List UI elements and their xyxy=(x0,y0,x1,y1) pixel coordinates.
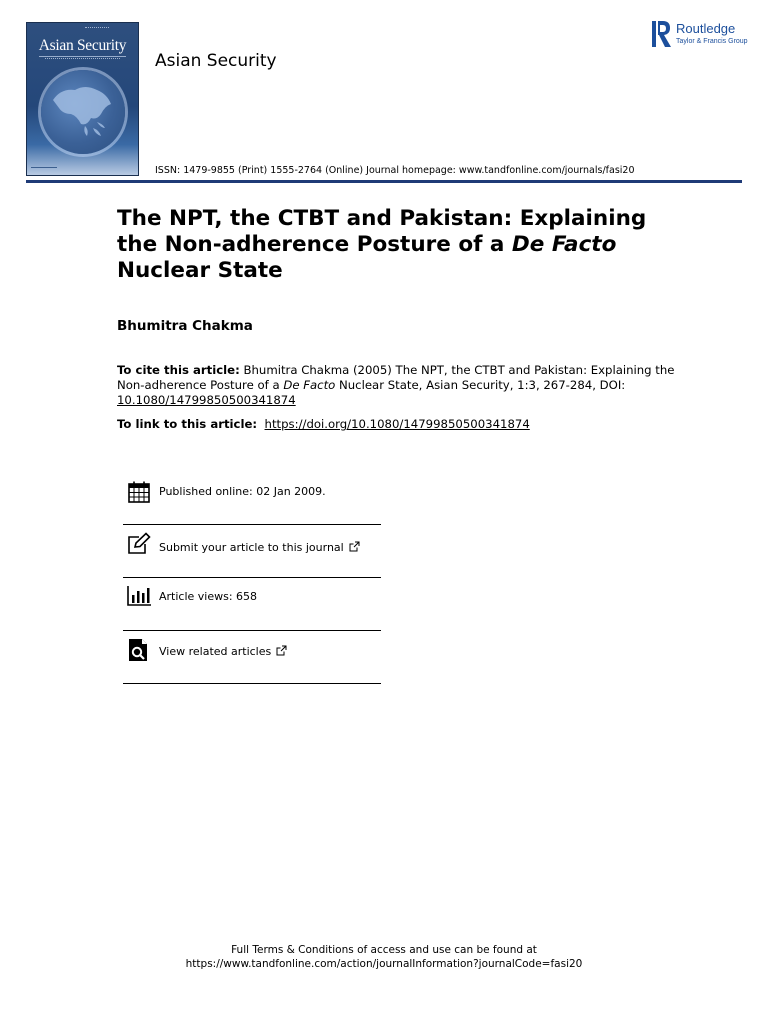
terms-url[interactable]: https://www.tandfonline.com/action/journalInformation?journalCode=fasi20 xyxy=(185,958,583,970)
edit-icon xyxy=(127,532,151,556)
cover-title: Asian Security xyxy=(38,37,127,54)
routledge-r-icon xyxy=(652,20,672,48)
header-rule xyxy=(26,180,742,183)
citation-text-end: Nuclear State, Asian Security, 1:3, 267-284, DOI: xyxy=(335,378,626,392)
submit-article-row[interactable] xyxy=(123,525,381,578)
article-doi-link[interactable]: https://doi.org/10.1080/14799850500341874 xyxy=(264,417,530,431)
citation-block xyxy=(117,363,677,408)
article-title-italic: De Facto xyxy=(511,232,617,257)
journal-cover-image xyxy=(26,22,139,176)
document-search-icon xyxy=(127,638,151,662)
article-title-text: The NPT, the CTBT and Pakistan: Explaining the Non-adherence Posture of a xyxy=(117,206,647,257)
article-title xyxy=(117,206,677,284)
external-link-icon xyxy=(349,541,360,552)
journal-homepage-link[interactable]: www.tandfonline.com/journals/fasi20 xyxy=(458,165,635,176)
terms-text: Full Terms & Conditions of access and use can be found at xyxy=(231,944,537,956)
article-title-end: Nuclear State xyxy=(117,258,283,283)
citation-text: Bhumitra Chakma (2005) The NPT, the CTBT and Pakistan: Explaining the Non-adherence Posture of a xyxy=(117,363,675,392)
citation-label: To cite this article: xyxy=(117,363,240,377)
related-articles-link[interactable] xyxy=(159,645,287,658)
link-label: To link to this article: xyxy=(117,417,258,431)
bar-chart-icon xyxy=(127,584,151,608)
citation-italic: De Facto xyxy=(283,378,336,392)
submit-article-label: Submit your article to this journal xyxy=(159,541,344,554)
related-articles-label: View related articles xyxy=(159,645,272,658)
citation-doi-link[interactable]: 10.1080/14799850500341874 xyxy=(117,393,296,407)
journal-name: Asian Security xyxy=(155,51,277,71)
article-views-row xyxy=(123,578,381,631)
article-link-line xyxy=(117,417,530,431)
cover-publisher-mark xyxy=(31,167,57,172)
cover-top-rule xyxy=(85,27,109,31)
article-author: Bhumitra Chakma xyxy=(117,318,253,334)
related-articles-row[interactable] xyxy=(123,631,381,684)
cover-subtitle-rule xyxy=(45,58,120,62)
cover-rule xyxy=(39,56,126,57)
cover-globe-map xyxy=(41,70,125,154)
publisher-name: Routledge xyxy=(676,21,736,36)
publisher-group: Taylor & Francis Group xyxy=(676,38,748,45)
calendar-icon xyxy=(127,480,151,504)
published-row xyxy=(123,472,381,525)
issn-line xyxy=(155,165,635,176)
submit-article-link[interactable] xyxy=(159,541,360,554)
published-date: Published online: 02 Jan 2009. xyxy=(159,485,326,498)
terms-footer xyxy=(0,943,768,971)
external-link-icon xyxy=(276,645,287,656)
article-views: Article views: 658 xyxy=(159,590,258,603)
publisher-logo xyxy=(652,20,746,50)
issn-text: ISSN: 1479-9855 (Print) 1555-2764 (Online) Journal homepage: xyxy=(155,165,459,176)
